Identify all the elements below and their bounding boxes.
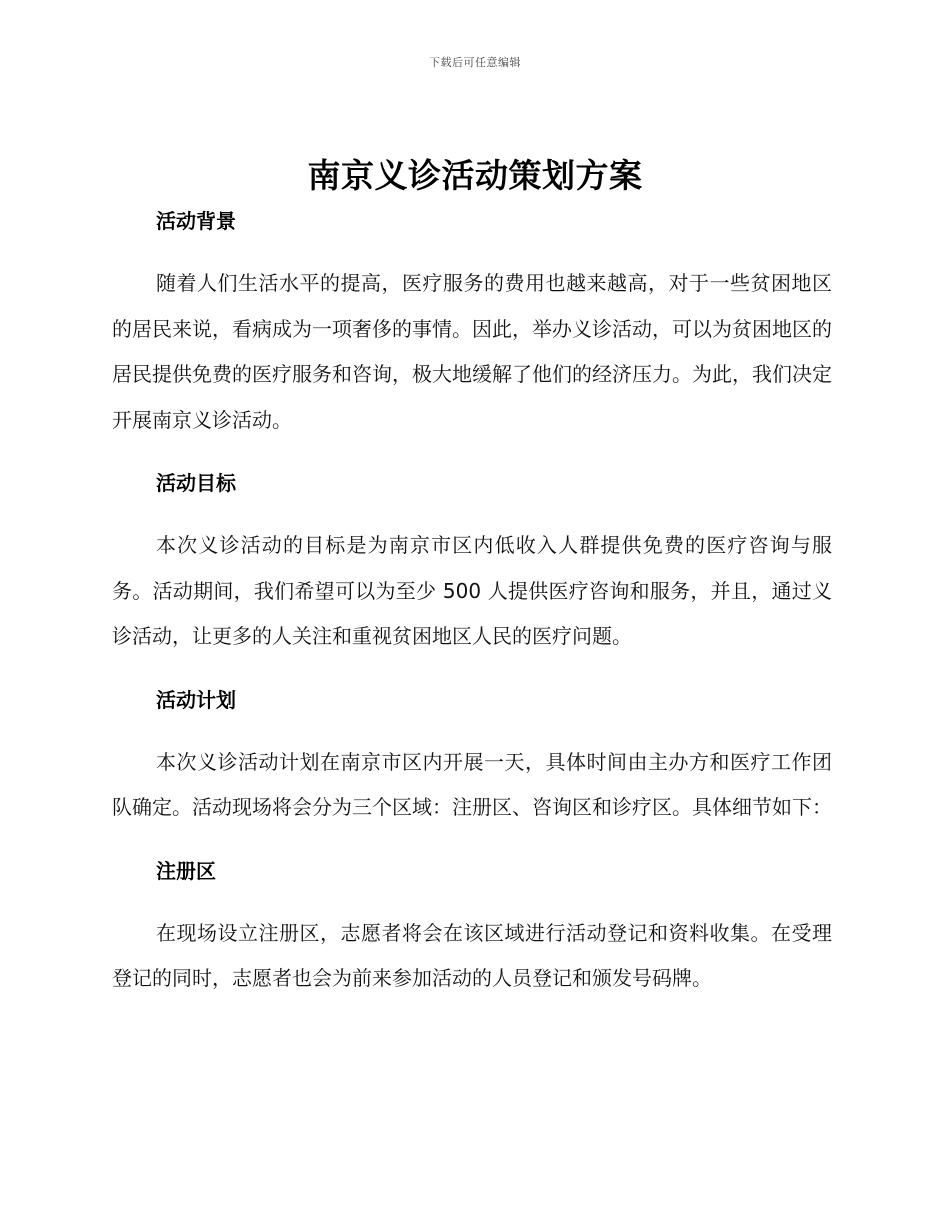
section-paragraph: 在现场设立注册区，志愿者将会在该区域进行活动登记和资料收集。在受理登记的同时，志愿者也会为前来参加活动的人员登记和颁发号码牌。 <box>112 920 832 990</box>
section-paragraph: 随着人们生活水平的提高，医疗服务的费用也越来越高，对于一些贫困地区的居民来说，看病成为一项奢侈的事情。因此，举办义诊活动，可以为贫困地区的居民提供免费的医疗服务和咨询，极大地缓解了他们的经济压力。为此，我们决定开展南京义诊活动。 <box>112 271 832 432</box>
document-body <box>112 206 832 1002</box>
section-heading: 活动目标 <box>156 471 236 495</box>
section-paragraph: 本次义诊活动的目标是为南京市区内低收入人群提供免费的医疗咨询与服务。活动期间，我们希望可以为至少 500 人提供医疗咨询和服务，并且，通过义诊活动，让更多的人关注和重视贫困地区人民的医疗问题。 <box>112 533 832 648</box>
section-registration <box>112 856 832 1002</box>
section-heading: 活动计划 <box>156 687 236 712</box>
section-background <box>112 206 832 443</box>
section-paragraph: 本次义诊活动计划在南京市区内开展一天，具体时间由主办方和医疗工作团队确定。活动现场将会分为三个区域：注册区、咨询区和诊疗区。具体细节如下： <box>112 749 832 819</box>
document-title: 南京义诊活动策划方案 <box>307 156 643 195</box>
section-goal <box>112 468 832 660</box>
section-heading: 注册区 <box>156 858 216 883</box>
section-heading: 活动背景 <box>156 209 236 233</box>
header-note: 下载后可任意编辑 <box>429 56 521 69</box>
section-plan <box>112 685 832 831</box>
